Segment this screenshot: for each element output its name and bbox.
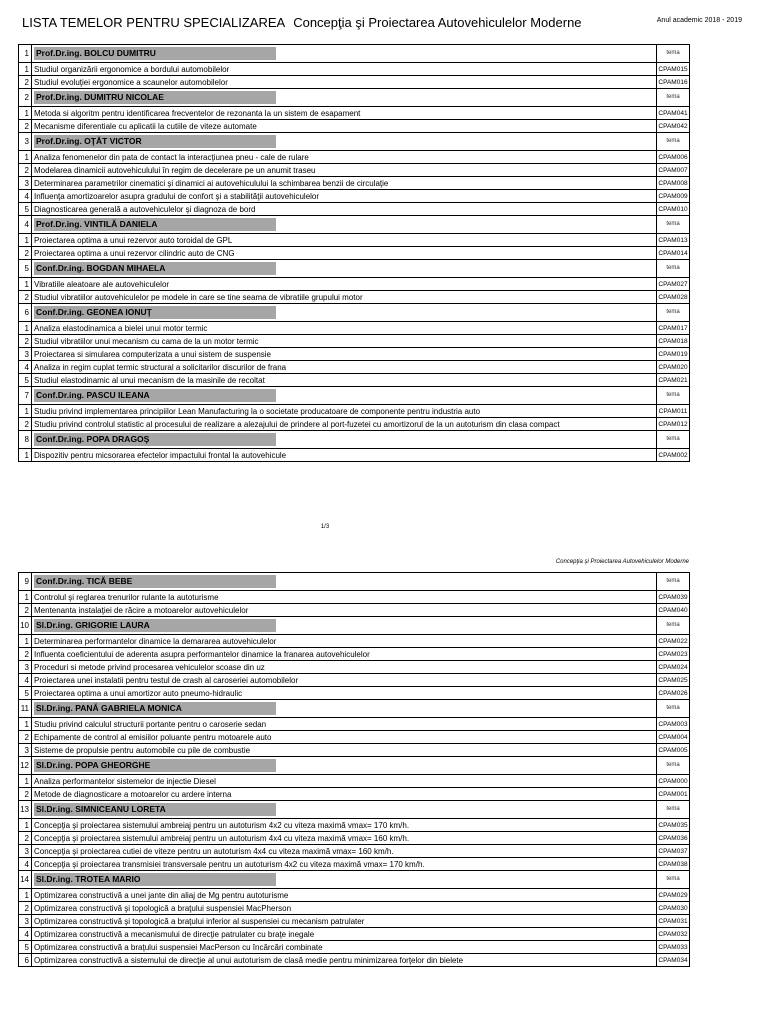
topic-title: Determinarea performantelor dinamice la demararea autovehiculelor [32, 635, 657, 648]
topic-title: Optimizarea constructivă şi topologică a braţului suspensiei MacPherson [32, 902, 657, 915]
topic-title: Influenta coeficientului de aderenta asupra performantelor dinamice la franarea autovehiculelor [32, 648, 657, 661]
supervisor-name: Sl.Dr.ing. PANĂ GABRIELA MONICA [34, 702, 276, 715]
topic-code: CPAM012 [657, 418, 690, 431]
tema-column-label: tema [657, 45, 690, 63]
topic-row [19, 788, 690, 801]
topic-code: CPAM024 [657, 661, 690, 674]
topic-code: CPAM041 [657, 107, 690, 120]
topic-title: Dispozitiv pentru micsorarea efectelor impactului frontal la autovehicule [32, 449, 657, 462]
topic-code: CPAM008 [657, 177, 690, 190]
topic-row [19, 76, 690, 89]
topic-number: 3 [19, 915, 32, 928]
topic-code: CPAM031 [657, 915, 690, 928]
supervisor-number: 2 [19, 89, 32, 107]
topic-row [19, 648, 690, 661]
topic-number: 1 [19, 718, 32, 731]
topic-code: CPAM022 [657, 635, 690, 648]
topic-code: CPAM020 [657, 361, 690, 374]
topic-row [19, 718, 690, 731]
topic-row [19, 203, 690, 216]
supervisor-name: Conf.Dr.ing. PASCU ILEANA [34, 389, 276, 402]
supervisor-name: Sl.Dr.ing. POPA GHEORGHE [34, 759, 276, 772]
topic-number: 1 [19, 591, 32, 604]
topic-title: Studiu privind calculul structurii portante pentru o caroserie sedan [32, 718, 657, 731]
topic-row [19, 374, 690, 387]
topic-title: Proiectarea si simularea computerizata a unui sistem de suspensie [32, 348, 657, 361]
topic-number: 4 [19, 928, 32, 941]
supervisor-row [19, 573, 690, 591]
topic-number: 2 [19, 731, 32, 744]
topic-title: Concepţia şi proiectarea cutiei de viteze pentru un autoturism 4x4 cu viteza maximă vmax= 160 km/h. [32, 845, 657, 858]
topic-code: CPAM015 [657, 63, 690, 76]
topic-code: CPAM021 [657, 374, 690, 387]
topic-code: CPAM038 [657, 858, 690, 871]
topic-number: 1 [19, 635, 32, 648]
topic-title: Echipamente de control al emisiilor poluante pentru motoarele auto [32, 731, 657, 744]
supervisor-name: Sl.Dr.ing. TROTEA MARIO [34, 873, 276, 886]
topic-row [19, 234, 690, 247]
topic-code: CPAM011 [657, 405, 690, 418]
title-text: LISTA TEMELOR PENTRU SPECIALIZAREA [22, 15, 286, 30]
supervisor-name: Conf.Dr.ing. GEONEA IONUŢ [34, 306, 276, 319]
supervisor-row [19, 216, 690, 234]
document-title [22, 15, 582, 30]
specialization-name: Concepţia şi Proiectarea Autovehiculelor Moderne [293, 15, 582, 30]
supervisor-cell [32, 304, 657, 322]
supervisor-row [19, 45, 690, 63]
topic-row [19, 107, 690, 120]
tema-column-label: tema [657, 431, 690, 449]
supervisor-name: Conf.Dr.ing. TICĂ BEBE [34, 575, 276, 588]
topic-code: CPAM010 [657, 203, 690, 216]
topic-row [19, 744, 690, 757]
supervisor-row [19, 700, 690, 718]
supervisor-cell [32, 387, 657, 405]
topic-number: 1 [19, 234, 32, 247]
topic-row [19, 915, 690, 928]
topic-code: CPAM029 [657, 889, 690, 902]
supervisor-row [19, 89, 690, 107]
topic-number: 4 [19, 190, 32, 203]
supervisor-number: 14 [19, 871, 32, 889]
topic-row [19, 322, 690, 335]
tema-column-label: tema [657, 617, 690, 635]
topic-number: 4 [19, 361, 32, 374]
topic-title: Sisteme de propulsie pentru automobile cu pile de combustie [32, 744, 657, 757]
topic-number: 2 [19, 247, 32, 260]
topic-number: 2 [19, 291, 32, 304]
topic-row [19, 449, 690, 462]
topic-row [19, 63, 690, 76]
topic-number: 2 [19, 335, 32, 348]
topic-number: 3 [19, 348, 32, 361]
topic-row [19, 348, 690, 361]
topic-number: 1 [19, 63, 32, 76]
topic-number: 1 [19, 775, 32, 788]
topic-number: 2 [19, 120, 32, 133]
topic-code: CPAM001 [657, 788, 690, 801]
supervisor-cell [32, 89, 657, 107]
supervisor-number: 11 [19, 700, 32, 718]
supervisor-row [19, 260, 690, 278]
topic-code: CPAM040 [657, 604, 690, 617]
topic-title: Optimizarea constructivă a sistemului de direcţie al unui autoturism de clasă medie pentru minimizarea forţelor din bielete [32, 954, 657, 967]
topic-title: Analiza in regim cuplat termic structural a solicitarilor discurilor de frana [32, 361, 657, 374]
topic-code: CPAM023 [657, 648, 690, 661]
topic-row [19, 177, 690, 190]
topic-title: Optimizarea constructivă a mecanismului de direcţie patrulater cu braţe inegale [32, 928, 657, 941]
supervisor-number: 6 [19, 304, 32, 322]
tema-column-label: tema [657, 573, 690, 591]
topic-code: CPAM039 [657, 591, 690, 604]
topic-code: CPAM042 [657, 120, 690, 133]
tema-column-label: tema [657, 304, 690, 322]
topic-number: 2 [19, 418, 32, 431]
topic-number: 1 [19, 151, 32, 164]
topic-row [19, 661, 690, 674]
topic-number: 1 [19, 819, 32, 832]
topic-number: 1 [19, 107, 32, 120]
topics-table-page-2 [18, 572, 690, 967]
topic-title: Analiza performantelor sistemelor de injectie Diesel [32, 775, 657, 788]
topic-row [19, 361, 690, 374]
supervisor-number: 3 [19, 133, 32, 151]
topic-title: Optimizarea constructivă a braţului suspensiei MacPerson cu încărcări combinate [32, 941, 657, 954]
topic-row [19, 418, 690, 431]
supervisor-row [19, 304, 690, 322]
topic-code: CPAM028 [657, 291, 690, 304]
topic-row [19, 832, 690, 845]
supervisor-cell [32, 617, 657, 635]
topic-row [19, 928, 690, 941]
topic-code: CPAM033 [657, 941, 690, 954]
supervisor-cell [32, 757, 657, 775]
topic-code: CPAM032 [657, 928, 690, 941]
topic-title: Studiul vibratiilor autovehiculelor pe modele in care se tine seama de vibratiile grupului motor [32, 291, 657, 304]
tema-column-label: tema [657, 133, 690, 151]
topic-row [19, 164, 690, 177]
topic-code: CPAM007 [657, 164, 690, 177]
topic-title: Studiul elastodinamic al unui mecanism de la masinile de recoltat [32, 374, 657, 387]
topic-number: 4 [19, 674, 32, 687]
topic-title: Proiectarea optima a unui amortizor auto pneumo-hidraulic [32, 687, 657, 700]
supervisor-row [19, 387, 690, 405]
supervisor-name: Sl.Dr.ing. SIMNICEANU LORETA [34, 803, 276, 816]
topic-title: Proiectarea unei instalatii pentru testul de crash al caroseriei automobilelor [32, 674, 657, 687]
topic-number: 6 [19, 954, 32, 967]
supervisor-number: 7 [19, 387, 32, 405]
supervisor-number: 4 [19, 216, 32, 234]
topic-code: CPAM035 [657, 819, 690, 832]
topic-code: CPAM027 [657, 278, 690, 291]
tema-column-label: tema [657, 801, 690, 819]
supervisor-name: Prof.Dr.ing. VINTILĂ DANIELA [34, 218, 276, 231]
tema-column-label: tema [657, 700, 690, 718]
supervisor-number: 12 [19, 757, 32, 775]
supervisor-number: 1 [19, 45, 32, 63]
tema-column-label: tema [657, 387, 690, 405]
tema-column-label: tema [657, 89, 690, 107]
topic-number: 1 [19, 278, 32, 291]
supervisor-row [19, 757, 690, 775]
topic-title: Analiza elastodinamica a bielei unui motor termic [32, 322, 657, 335]
topic-code: CPAM004 [657, 731, 690, 744]
topic-row [19, 775, 690, 788]
supervisor-cell [32, 260, 657, 278]
topic-number: 1 [19, 405, 32, 418]
supervisor-name: Prof.Dr.ing. BOLCU DUMITRU [34, 47, 276, 60]
topic-title: Optimizarea constructivă şi topologică a braţului inferior al suspensiei cu mecanism patrulater [32, 915, 657, 928]
tema-column-label: tema [657, 260, 690, 278]
topic-code: CPAM000 [657, 775, 690, 788]
topic-code: CPAM019 [657, 348, 690, 361]
topic-row [19, 405, 690, 418]
topic-title: Concepţia şi proiectarea transmisiei transversale pentru un autoturism 4x2 cu viteza maximă vmax= 170 km/h. [32, 858, 657, 871]
topic-row [19, 889, 690, 902]
topic-code: CPAM026 [657, 687, 690, 700]
supervisor-number: 13 [19, 801, 32, 819]
topic-number: 5 [19, 941, 32, 954]
topic-title: Mecanisme diferentiale cu aplicatii la cutiile de viteze automate [32, 120, 657, 133]
topic-title: Proiectarea optima a unui rezervor auto toroidal de GPL [32, 234, 657, 247]
topic-code: CPAM036 [657, 832, 690, 845]
topic-row [19, 247, 690, 260]
topic-title: Proceduri si metode privind procesarea vehiculelor scoase din uz [32, 661, 657, 674]
supervisor-number: 8 [19, 431, 32, 449]
topic-code: CPAM005 [657, 744, 690, 757]
topic-code: CPAM025 [657, 674, 690, 687]
supervisor-cell [32, 801, 657, 819]
supervisor-number: 5 [19, 260, 32, 278]
topic-number: 2 [19, 76, 32, 89]
topic-row [19, 941, 690, 954]
topic-code: CPAM030 [657, 902, 690, 915]
topic-code: CPAM018 [657, 335, 690, 348]
topic-title: Studiu privind implementarea principiilor Lean Manufacturing la o societate producatoare de componente pentru industria auto [32, 405, 657, 418]
topic-title: Optimizarea constructivă a unei jante din aliaj de Mg pentru autoturisme [32, 889, 657, 902]
supervisor-cell [32, 573, 657, 591]
topic-title: Diagnosticarea generală a autovehiculelor şi diagnoza de bord [32, 203, 657, 216]
supervisor-row [19, 431, 690, 449]
topic-title: Studiul evoluţiei ergonomice a scaunelor automobilelor [32, 76, 657, 89]
supervisor-row [19, 801, 690, 819]
topic-row [19, 190, 690, 203]
topic-number: 3 [19, 661, 32, 674]
tema-column-label: tema [657, 757, 690, 775]
topic-row [19, 954, 690, 967]
topic-number: 1 [19, 449, 32, 462]
supervisor-cell [32, 700, 657, 718]
supervisor-row [19, 617, 690, 635]
topic-number: 4 [19, 858, 32, 871]
topic-number: 2 [19, 832, 32, 845]
topic-row [19, 674, 690, 687]
topic-code: CPAM006 [657, 151, 690, 164]
topic-title: Studiul organizării ergonomice a bordului automobilelor [32, 63, 657, 76]
topic-title: Studiu privind controlul statistic al procesului de realizare a alezajului de prindere al port-fuzetei cu amortizorul de la un autoturism din clasa compact [32, 418, 657, 431]
tema-column-label: tema [657, 216, 690, 234]
supervisor-name: Conf.Dr.ing. BOGDAN MIHAELA [34, 262, 276, 275]
topic-number: 2 [19, 788, 32, 801]
topic-code: CPAM016 [657, 76, 690, 89]
topic-row [19, 591, 690, 604]
supervisor-name: Prof.Dr.ing. OŢĂT VICTOR [34, 135, 276, 148]
topic-row [19, 291, 690, 304]
supervisor-cell [32, 45, 657, 63]
topic-title: Vibratiile aleatoare ale autovehiculelor [32, 278, 657, 291]
supervisor-name: Sl.Dr.ing. GRIGORIE LAURA [34, 619, 276, 632]
topic-title: Influenţa amortizoarelor asupra gradului de confort şi a stabilităţii autovehiculelor [32, 190, 657, 203]
topic-row [19, 278, 690, 291]
topic-row [19, 845, 690, 858]
tema-column-label: tema [657, 871, 690, 889]
topic-title: Metoda si algoritm pentru identificarea frecventelor de rezonanta la un sistem de esapament [32, 107, 657, 120]
topic-title: Concepţia şi proiectarea sistemului ambreiaj pentru un autoturism 4x2 cu viteza maximă vmax= 170 km/h. [32, 819, 657, 832]
topic-title: Modelarea dinamicii autovehiculului în regim de decelerare pe un anumit traseu [32, 164, 657, 177]
topic-row [19, 120, 690, 133]
topic-number: 2 [19, 648, 32, 661]
supervisor-cell [32, 871, 657, 889]
supervisor-cell [32, 133, 657, 151]
topic-row [19, 858, 690, 871]
supervisor-cell [32, 431, 657, 449]
supervisor-number: 10 [19, 617, 32, 635]
supervisor-row [19, 871, 690, 889]
topic-number: 1 [19, 322, 32, 335]
topic-title: Analiza fenomenelor din pata de contact la interacţiunea pneu - cale de rulare [32, 151, 657, 164]
topic-title: Concepţia şi proiectarea sistemului ambreiaj pentru un autoturism 4x4 cu viteza maximă vmax= 160 km/h. [32, 832, 657, 845]
topic-title: Proiectarea optima a unui rezervor cilindric auto de CNG [32, 247, 657, 260]
topic-row [19, 731, 690, 744]
topic-row [19, 687, 690, 700]
topic-row [19, 335, 690, 348]
supervisor-cell [32, 216, 657, 234]
topic-number: 3 [19, 845, 32, 858]
topic-number: 1 [19, 889, 32, 902]
topic-number: 3 [19, 744, 32, 757]
topic-row [19, 902, 690, 915]
topic-row [19, 635, 690, 648]
topic-number: 2 [19, 164, 32, 177]
topic-number: 5 [19, 374, 32, 387]
running-header: Concepţia şi Proiectarea Autovehiculelor Moderne [555, 559, 689, 565]
topic-code: CPAM014 [657, 247, 690, 260]
page-header [22, 13, 742, 37]
topic-title: Determinarea parametrilor cinematici şi dinamici ai autovehiculului la schimbarea benzii de circulaţie [32, 177, 657, 190]
topic-code: CPAM003 [657, 718, 690, 731]
topics-table-page-1 [18, 44, 690, 462]
topic-code: CPAM013 [657, 234, 690, 247]
topic-title: Controlul şi reglarea trenurilor rulante la autoturisme [32, 591, 657, 604]
supervisor-row [19, 133, 690, 151]
topic-row [19, 151, 690, 164]
academic-year: Anul academic 2018 - 2019 [656, 17, 742, 24]
supervisor-name: Conf.Dr.ing. POPA DRAGOŞ [34, 433, 276, 446]
topic-title: Studiul vibratiilor unui mecanism cu cama de la un motor termic [32, 335, 657, 348]
topic-code: CPAM017 [657, 322, 690, 335]
topic-number: 3 [19, 177, 32, 190]
page-number: 1/3 [320, 524, 330, 530]
supervisor-number: 9 [19, 573, 32, 591]
topic-code: CPAM037 [657, 845, 690, 858]
topic-code: CPAM009 [657, 190, 690, 203]
topic-code: CPAM034 [657, 954, 690, 967]
supervisor-name: Prof.Dr.ing. DUMITRU NICOLAE [34, 91, 276, 104]
topic-row [19, 819, 690, 832]
topic-number: 2 [19, 902, 32, 915]
topic-title: Metode de diagnosticare a motoarelor cu ardere interna [32, 788, 657, 801]
topic-number: 5 [19, 203, 32, 216]
topic-row [19, 604, 690, 617]
topic-number: 5 [19, 687, 32, 700]
topic-number: 2 [19, 604, 32, 617]
topic-code: CPAM002 [657, 449, 690, 462]
topic-title: Mentenanta instalaţiei de răcire a motoarelor autovehiculelor [32, 604, 657, 617]
